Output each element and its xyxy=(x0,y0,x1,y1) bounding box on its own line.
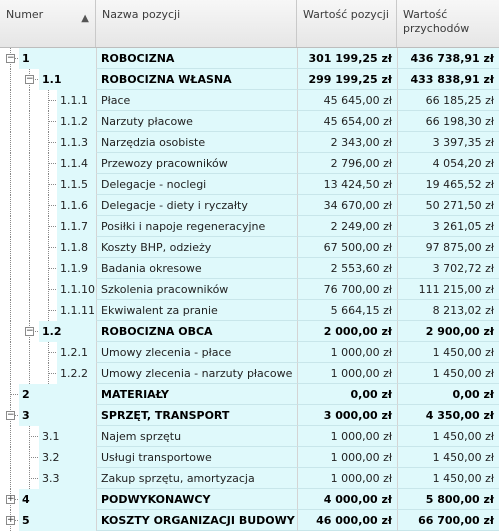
row-value: 1 000,00 zł xyxy=(297,363,397,384)
row-number: 3.1 xyxy=(42,430,60,443)
row-income: 97 875,00 zł xyxy=(397,237,499,258)
row-income: 1 450,00 zł xyxy=(397,426,499,447)
tree-line xyxy=(10,174,11,195)
collapse-icon[interactable]: − xyxy=(7,53,15,63)
row-income: 1 450,00 zł xyxy=(397,363,499,384)
table-row[interactable] xyxy=(0,132,499,153)
row-number-highlight xyxy=(19,510,96,531)
tree-line xyxy=(10,69,11,90)
tree-line xyxy=(10,279,11,300)
tree-line xyxy=(10,447,11,468)
row-number: 1.1.6 xyxy=(60,199,88,212)
row-income: 436 738,91 zł xyxy=(397,48,499,69)
column-header-number[interactable] xyxy=(0,0,96,47)
table-row[interactable] xyxy=(0,153,499,174)
tree-line xyxy=(10,195,11,216)
row-value: 301 199,25 zł xyxy=(297,48,397,69)
tree-line xyxy=(10,132,11,153)
row-number-cell xyxy=(0,48,96,69)
table-row[interactable] xyxy=(0,237,499,258)
row-value: 299 199,25 zł xyxy=(297,69,397,90)
tree-line xyxy=(29,478,38,479)
row-income: 5 800,00 zł xyxy=(397,489,499,510)
table-row[interactable] xyxy=(0,300,499,321)
row-number-cell xyxy=(0,384,96,405)
row-income: 50 271,50 zł xyxy=(397,195,499,216)
row-number-highlight xyxy=(19,384,96,405)
table-row[interactable] xyxy=(0,489,499,510)
tree-line xyxy=(10,321,11,342)
row-income: 1 450,00 zł xyxy=(397,342,499,363)
column-header-income-label: Wartość przychodów xyxy=(403,8,470,35)
row-name: KOSZTY ORGANIZACJI BUDOWY xyxy=(96,510,297,531)
column-header-name[interactable] xyxy=(96,0,297,47)
row-number: 1.1.4 xyxy=(60,157,88,170)
row-name: ROBOCIZNA OBCA xyxy=(96,321,297,342)
row-number-cell xyxy=(0,132,96,153)
tree-line xyxy=(48,352,56,353)
row-income: 3 397,35 zł xyxy=(397,132,499,153)
row-value: 2 249,00 zł xyxy=(297,216,397,237)
row-name: Umowy zlecenia - płace xyxy=(96,342,297,363)
row-number-cell xyxy=(0,447,96,468)
collapse-icon[interactable]: − xyxy=(26,326,34,336)
row-name: Płace xyxy=(96,90,297,111)
tree-line xyxy=(10,216,11,237)
table-row[interactable] xyxy=(0,216,499,237)
tree-line xyxy=(10,363,11,384)
row-name: MATERIAŁY xyxy=(96,384,297,405)
row-income: 1 450,00 zł xyxy=(397,468,499,489)
tree-line xyxy=(10,90,11,111)
row-number-cell xyxy=(0,258,96,279)
row-value: 76 700,00 zł xyxy=(297,279,397,300)
sort-ascending-icon: ▲ xyxy=(81,13,89,24)
row-income: 2 900,00 zł xyxy=(397,321,499,342)
tree-line xyxy=(29,237,30,258)
table-row[interactable] xyxy=(0,279,499,300)
tree-line xyxy=(10,394,18,395)
tree-line xyxy=(48,310,56,311)
row-income: 66 198,30 zł xyxy=(397,111,499,132)
row-number-cell xyxy=(0,426,96,447)
row-number-cell xyxy=(0,237,96,258)
row-number: 1.2.1 xyxy=(60,346,88,359)
collapse-icon[interactable]: − xyxy=(26,74,34,84)
row-number-cell xyxy=(0,342,96,363)
tree-line xyxy=(48,184,56,185)
row-income: 433 838,91 zł xyxy=(397,69,499,90)
row-name: Zakup sprzętu, amortyzacja xyxy=(96,468,297,489)
row-number-highlight xyxy=(19,405,96,426)
tree-line xyxy=(29,342,30,363)
row-income: 1 450,00 zł xyxy=(397,447,499,468)
row-value: 46 000,00 zł xyxy=(297,510,397,531)
table-row[interactable] xyxy=(0,468,499,489)
row-number: 1.1.1 xyxy=(60,94,88,107)
row-number: 3.2 xyxy=(42,451,60,464)
tree-line xyxy=(48,268,56,269)
row-number: 1.1.2 xyxy=(60,115,88,128)
row-number: 1.1.8 xyxy=(60,241,88,254)
table-row[interactable] xyxy=(0,363,499,384)
row-value: 2 000,00 zł xyxy=(297,321,397,342)
row-income: 3 702,72 zł xyxy=(397,258,499,279)
row-name: Delegacje - noclegi xyxy=(96,174,297,195)
row-number: 5 xyxy=(22,514,30,527)
row-value: 5 664,15 zł xyxy=(297,300,397,321)
row-number: 1.1 xyxy=(42,73,62,86)
row-income: 111 215,00 zł xyxy=(397,279,499,300)
row-number: 1.2 xyxy=(42,325,62,338)
tree-line xyxy=(10,153,11,174)
tree-line xyxy=(29,300,30,321)
row-name: SPRZĘT, TRANSPORT xyxy=(96,405,297,426)
row-value: 2 796,00 zł xyxy=(297,153,397,174)
row-number: 1.1.7 xyxy=(60,220,88,233)
tree-line xyxy=(29,436,38,437)
row-income: 66 185,25 zł xyxy=(397,90,499,111)
row-value: 45 645,00 zł xyxy=(297,90,397,111)
table-row[interactable] xyxy=(0,48,499,69)
tree-line xyxy=(10,111,11,132)
table-row[interactable] xyxy=(0,342,499,363)
tree-line xyxy=(10,258,11,279)
tree-line xyxy=(29,258,30,279)
tree-line xyxy=(10,426,11,447)
row-name: Najem sprzętu xyxy=(96,426,297,447)
column-header-name-label: Nazwa pozycji xyxy=(102,8,181,21)
row-number: 3 xyxy=(22,409,30,422)
row-number-cell xyxy=(0,69,96,90)
row-name: ROBOCIZNA xyxy=(96,48,297,69)
tree-line xyxy=(29,111,30,132)
row-value: 13 424,50 zł xyxy=(297,174,397,195)
row-number: 1.1.3 xyxy=(60,136,88,149)
grid-header xyxy=(0,0,499,48)
row-number-cell xyxy=(0,405,96,426)
row-number-cell xyxy=(0,489,96,510)
row-number: 3.3 xyxy=(42,472,60,485)
row-name: Posiłki i napoje regeneracyjne xyxy=(96,216,297,237)
row-number-cell xyxy=(0,468,96,489)
tree-line xyxy=(48,121,56,122)
row-income: 8 213,02 zł xyxy=(397,300,499,321)
row-number: 1.1.10 xyxy=(60,283,95,296)
expand-icon[interactable]: + xyxy=(7,494,15,504)
row-number: 1.2.2 xyxy=(60,367,88,380)
row-value: 4 000,00 zł xyxy=(297,489,397,510)
row-name: Ekwiwalent za pranie xyxy=(96,300,297,321)
tree-line xyxy=(29,90,30,111)
row-name: Narzuty płacowe xyxy=(96,111,297,132)
row-value: 3 000,00 zł xyxy=(297,405,397,426)
tree-line xyxy=(48,247,56,248)
row-name: Usługi transportowe xyxy=(96,447,297,468)
row-number-cell xyxy=(0,153,96,174)
tree-line xyxy=(29,195,30,216)
table-row[interactable] xyxy=(0,321,499,342)
table-row[interactable] xyxy=(0,174,499,195)
row-value: 1 000,00 zł xyxy=(297,468,397,489)
row-value: 1 000,00 zł xyxy=(297,342,397,363)
table-row[interactable] xyxy=(0,111,499,132)
row-number-cell xyxy=(0,111,96,132)
row-name: ROBOCIZNA WŁASNA xyxy=(96,69,297,90)
table-row[interactable] xyxy=(0,405,499,426)
row-name: Umowy zlecenia - narzuty płacowe xyxy=(96,363,297,384)
row-name: PODWYKONAWCY xyxy=(96,489,297,510)
table-row[interactable] xyxy=(0,69,499,90)
tree-line xyxy=(10,300,11,321)
row-income: 0,00 zł xyxy=(397,384,499,405)
table-row[interactable] xyxy=(0,195,499,216)
row-value: 1 000,00 zł xyxy=(297,447,397,468)
tree-line xyxy=(29,132,30,153)
tree-line xyxy=(48,142,56,143)
row-number-cell xyxy=(0,510,96,531)
row-name: Koszty BHP, odzieży xyxy=(96,237,297,258)
row-value: 2 553,60 zł xyxy=(297,258,397,279)
row-number-cell xyxy=(0,174,96,195)
table-row[interactable] xyxy=(0,384,499,405)
table-row[interactable] xyxy=(0,258,499,279)
row-number-highlight xyxy=(19,48,96,69)
tree-line xyxy=(10,237,11,258)
row-number-highlight xyxy=(19,489,96,510)
row-value: 1 000,00 zł xyxy=(297,426,397,447)
column-header-income[interactable] xyxy=(397,0,481,47)
tree-line xyxy=(29,457,38,458)
row-number-cell xyxy=(0,363,96,384)
collapse-icon[interactable]: − xyxy=(7,410,15,420)
tree-line xyxy=(48,205,56,206)
row-number: 4 xyxy=(22,493,30,506)
tree-line xyxy=(48,289,56,290)
row-name: Delegacje - diety i ryczałty xyxy=(96,195,297,216)
table-row[interactable] xyxy=(0,90,499,111)
table-row[interactable] xyxy=(0,426,499,447)
tree-line xyxy=(48,163,56,164)
row-name: Badania okresowe xyxy=(96,258,297,279)
tree-line xyxy=(29,174,30,195)
row-value: 2 343,00 zł xyxy=(297,132,397,153)
table-row[interactable] xyxy=(0,447,499,468)
row-income: 4 350,00 zł xyxy=(397,405,499,426)
tree-line xyxy=(48,226,56,227)
row-number: 1.1.5 xyxy=(60,178,88,191)
row-number-cell xyxy=(0,195,96,216)
tree-line xyxy=(29,279,30,300)
tree-line xyxy=(48,373,56,374)
row-number-cell xyxy=(0,279,96,300)
row-number-cell xyxy=(0,300,96,321)
row-name: Narzędzia osobiste xyxy=(96,132,297,153)
tree-line xyxy=(29,216,30,237)
tree-line xyxy=(29,153,30,174)
table-row[interactable] xyxy=(0,510,499,531)
row-value: 67 500,00 zł xyxy=(297,237,397,258)
column-header-value-label: Wartość pozycji xyxy=(303,8,389,21)
row-number-cell xyxy=(0,321,96,342)
row-number: 1 xyxy=(22,52,30,65)
row-number: 1.1.9 xyxy=(60,262,88,275)
row-value: 0,00 zł xyxy=(297,384,397,405)
tree-line xyxy=(29,363,30,384)
expand-icon[interactable]: + xyxy=(7,515,15,525)
tree-line xyxy=(10,468,11,489)
row-number-cell xyxy=(0,90,96,111)
row-income: 4 054,20 zł xyxy=(397,153,499,174)
tree-line xyxy=(10,342,11,363)
row-number: 1.1.11 xyxy=(60,304,95,317)
row-income: 19 465,52 zł xyxy=(397,174,499,195)
column-header-value[interactable] xyxy=(297,0,397,47)
row-income: 3 261,05 zł xyxy=(397,216,499,237)
row-name: Przewozy pracowników xyxy=(96,153,297,174)
row-income: 66 700,00 zł xyxy=(397,510,499,531)
row-value: 45 654,00 zł xyxy=(297,111,397,132)
column-header-number-label: Numer xyxy=(6,8,44,21)
row-number-cell xyxy=(0,216,96,237)
tree-line xyxy=(48,100,56,101)
row-name: Szkolenia pracowników xyxy=(96,279,297,300)
row-value: 34 670,00 zł xyxy=(297,195,397,216)
row-number: 2 xyxy=(22,388,30,401)
